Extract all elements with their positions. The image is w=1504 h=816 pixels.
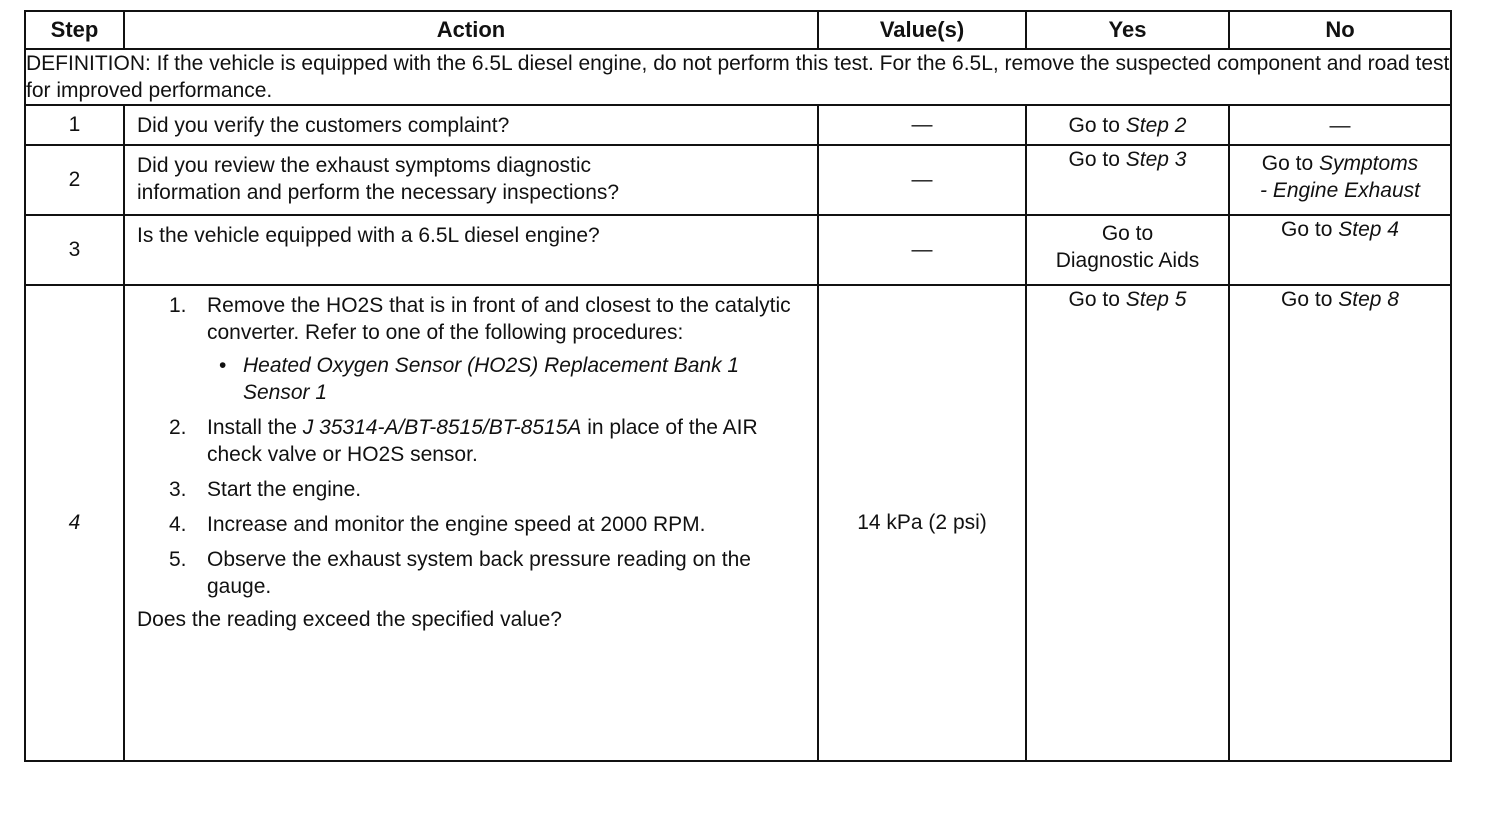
header-step: Step [25,11,124,49]
header-row [25,11,1451,49]
substep-text: Start the engine. [207,478,362,501]
procedure-list [207,352,805,406]
action-text: Is the vehicle equipped with a 6.5L diesel engine? [137,224,600,247]
table-row [25,145,1451,215]
yes-link [1027,286,1228,317]
action-content [125,286,817,637]
substep-text: Increase and monitor the engine speed at 2000 RPM. [207,513,706,536]
substep-list [137,414,805,600]
no-prefix: Go to [1261,152,1319,175]
action-cell [124,145,818,215]
no-ref-line2: - Engine Exhaust [1260,179,1420,202]
substep-list [137,292,805,406]
yes-prefix: Go to [1068,114,1126,137]
yes-prefix: Go to [1068,148,1126,171]
substep-number: 1. [169,294,187,317]
substep-number: 4. [169,513,187,536]
step-number: 3 [25,215,124,285]
substep-4 [169,511,805,538]
header-yes: Yes [1026,11,1229,49]
value-cell: — [818,105,1026,145]
substep-number: 3. [169,478,187,501]
no-ref: Step 8 [1338,288,1399,311]
header-no: No [1229,11,1451,49]
table-row [25,105,1451,145]
yes-link [1027,146,1228,177]
yes-link [1027,106,1228,139]
action-cell [124,105,818,145]
action-text: Did you review the exhaust symptoms diagnostic information and perform the necessary inspections? [137,154,620,204]
no-prefix: Go to [1281,288,1339,311]
no-link [1230,216,1450,247]
yes-prefix: Go to [1068,288,1126,311]
no-cell [1229,145,1451,215]
substep-text: Observe the exhaust system back pressure reading on the gauge. [207,548,751,598]
value-cell: — [818,145,1026,215]
yes-cell [1026,105,1229,145]
substep-number: 2. [169,416,187,439]
substep-text: Remove the HO2S that is in front of and closest to the catalytic converter. Refer to one of the following procedures: [207,294,791,344]
substep-5 [169,546,805,600]
yes-ref: Step 5 [1125,288,1187,311]
definition-row [25,49,1451,105]
no-prefix: Go to [1281,218,1339,241]
value-cell: 14 kPa (2 psi) [818,285,1026,761]
yes-line2: Diagnostic Aids [1055,249,1200,272]
header-values: Value(s) [818,11,1026,49]
step-number [25,285,124,761]
step-number: 2 [25,145,124,215]
action-cell [124,215,818,285]
value-cell: — [818,215,1026,285]
no-link [1230,286,1450,317]
table-row [25,285,1451,761]
substep-2 [169,414,805,468]
procedure-item [219,352,805,406]
procedure-link: Heated Oxygen Sensor (HO2S) Replacement Bank 1 Sensor 1 [243,354,740,404]
yes-line1: Go to [1101,222,1154,245]
no-cell [1229,285,1451,761]
substep-3 [169,476,805,503]
yes-ref: Step 2 [1125,114,1187,137]
step-number-text: 4 [68,511,81,534]
no-ref-line1: Symptoms [1319,152,1419,175]
diagnostic-table [24,10,1452,762]
no-cell [1229,215,1451,285]
substep-number: 5. [169,548,187,571]
substep-text: Install the [207,416,303,439]
tool-name: J 35314-A/BT-8515/BT-8515A [302,416,582,439]
no-text: — [1329,114,1351,137]
action-text: Did you verify the customers complaint? [137,114,510,137]
action-cell [124,285,818,761]
yes-cell [1026,215,1229,285]
yes-ref: Step 3 [1125,148,1187,171]
no-ref: Step 4 [1338,218,1399,241]
no-cell [1229,105,1451,145]
question-text: Does the reading exceed the specified value? [137,608,562,631]
yes-cell [1026,145,1229,215]
no-link [1230,146,1450,204]
bullet-icon: • [219,354,227,377]
yes-cell [1026,285,1229,761]
substep-text: in place of the AIR check valve or HO2S sensor. [207,416,758,466]
yes-link [1027,216,1228,274]
definition-text: DEFINITION: If the vehicle is equipped with the 6.5L diesel engine, do not perform this test. For the 6.5L, remove the suspected component and road test for improved performance. [25,49,1451,105]
table-row [25,215,1451,285]
header-action: Action [124,11,818,49]
substep-1 [169,292,805,406]
step-number: 1 [25,105,124,145]
